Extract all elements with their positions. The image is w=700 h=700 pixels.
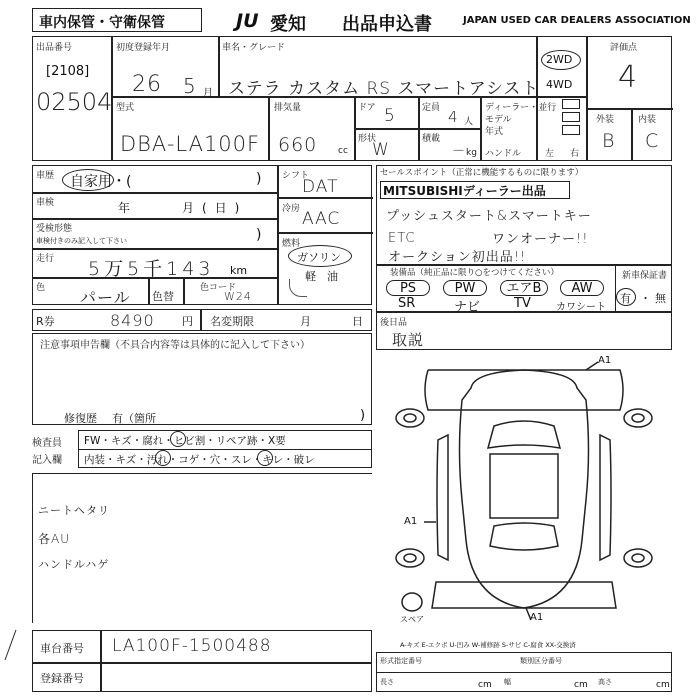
chassis-value: LA100F-1500488 bbox=[112, 636, 272, 656]
inspector-mark-3 bbox=[257, 450, 273, 466]
shape-value: W bbox=[372, 140, 390, 160]
dims-label-2c: 高さ bbox=[598, 678, 612, 686]
later-value: 取説 bbox=[392, 331, 425, 349]
association-name: JAPAN USED CAR DEALERS ASSOCIATION bbox=[463, 15, 691, 26]
selling-point-1: プッシュスタート&スマートキー bbox=[386, 209, 592, 224]
capacity-unit: 人 bbox=[464, 117, 474, 127]
history-value: 自家用・( bbox=[70, 174, 132, 190]
name-change-month: 月 bbox=[300, 315, 311, 328]
equip-tv: TV bbox=[514, 296, 531, 311]
inspector-mark-2 bbox=[155, 450, 171, 466]
storage-label: 車内保管・守衛保管 bbox=[39, 15, 165, 31]
recycle-value: 8490 bbox=[110, 311, 155, 330]
equip-airbag bbox=[500, 280, 548, 296]
fuel-diesel: 軽 油 bbox=[305, 270, 338, 283]
diagram-mark-rear: A1 bbox=[530, 612, 544, 623]
storage-label-box bbox=[32, 8, 202, 32]
brand-logo bbox=[236, 10, 259, 32]
note-1: ニートヘタリ bbox=[38, 504, 110, 517]
lot-number-label: 出品番号 bbox=[36, 43, 73, 53]
color-label: 色 bbox=[36, 283, 46, 293]
dealer-box-3 bbox=[562, 125, 580, 135]
mileage-value: 5万5千143 bbox=[88, 258, 215, 280]
dims-label-2b: 幅 bbox=[504, 678, 511, 686]
score-ext-label: 外装 bbox=[596, 115, 615, 125]
later-label: 後日品 bbox=[380, 318, 408, 328]
displacement-label: 排気量 bbox=[274, 103, 302, 113]
car-name-label: 車名・グレード bbox=[222, 43, 286, 53]
inspector-row-2: 内装・キズ・汚れ・コゲ・穴・スレ・キレ・破レ bbox=[84, 454, 315, 466]
score-label: 評価点 bbox=[610, 43, 638, 53]
equip-seat: カワシート bbox=[556, 302, 606, 313]
corner-tick bbox=[5, 630, 30, 660]
drive-4wd: 4WD bbox=[546, 78, 573, 91]
displacement-unit: cc bbox=[338, 146, 348, 156]
registration-label: 初度登録年月 bbox=[116, 43, 171, 53]
car-diagram bbox=[376, 350, 672, 640]
repair-label: 修復歴 bbox=[64, 412, 97, 425]
brand-mark: JU bbox=[236, 10, 259, 32]
reg-number-label: 登録番号 bbox=[40, 672, 84, 685]
dealer-box-1 bbox=[562, 99, 580, 109]
lot-code: [2108] bbox=[46, 64, 90, 79]
handle-left: 左 bbox=[545, 149, 555, 159]
year-label: 年式 bbox=[485, 127, 504, 137]
drive-2wd: 2WD bbox=[546, 53, 573, 66]
shift-value: DAT bbox=[302, 177, 339, 197]
handle-label: ハンドル bbox=[485, 149, 522, 159]
handle-right: 右 bbox=[570, 149, 580, 159]
mileage-unit: km bbox=[230, 264, 248, 277]
model-label: 型式 bbox=[116, 103, 135, 113]
warranty-label: 新車保証書 bbox=[622, 271, 668, 281]
inspector-row-1: FW・キズ・腐れ・ヒビ割・リペア跡・X要 bbox=[84, 435, 286, 447]
inspection-label: 車検 bbox=[36, 198, 55, 208]
region-title: 愛知 bbox=[270, 14, 306, 35]
model-value: DBA-LA100F bbox=[120, 132, 261, 156]
shape-label: 形状 bbox=[358, 134, 377, 144]
chassis-label: 車台番号 bbox=[40, 642, 84, 655]
name-change-day: 日 bbox=[352, 315, 363, 328]
displacement-value: 660 bbox=[278, 134, 318, 156]
fuel-gas: ガソリン bbox=[297, 251, 341, 264]
dims-label-1b: 類別区分番号 bbox=[520, 657, 562, 665]
shift-label: シフト bbox=[282, 171, 310, 181]
warranty-sep: ・ bbox=[640, 292, 651, 305]
load-label: 積載 bbox=[422, 134, 441, 144]
receive-close: ) bbox=[256, 227, 262, 243]
capacity-value: 4 bbox=[448, 108, 459, 126]
receive-note: 車検付きのみ記入して下さい bbox=[36, 237, 127, 245]
color-value: パール bbox=[80, 288, 131, 307]
dims-label-1: 形式指定番号 bbox=[380, 657, 422, 665]
equip-ps-label: PS bbox=[399, 281, 417, 296]
color-code-value: W24 bbox=[224, 290, 252, 303]
history-label: 車歴 bbox=[36, 171, 55, 181]
equip-sr: SR bbox=[398, 296, 416, 311]
fuel-label: 燃料 bbox=[282, 239, 301, 249]
selling-point-2: ETC bbox=[388, 231, 416, 246]
registration-year: 26 bbox=[132, 72, 162, 97]
repair-value: 有（箇所 bbox=[112, 412, 156, 425]
selling-point-4: オークション初出品!! bbox=[388, 250, 527, 265]
cooler-value: AAC bbox=[302, 209, 341, 229]
dims-unit-1: cm bbox=[478, 680, 492, 690]
cooler-label: 冷房 bbox=[282, 204, 301, 214]
recycle-block bbox=[32, 309, 372, 331]
dims-label-2: 長さ bbox=[380, 678, 394, 686]
name-change-label: 名変期限 bbox=[210, 315, 254, 328]
equip-pw bbox=[443, 280, 487, 296]
diagram-mark-side: A1 bbox=[404, 516, 418, 527]
receive-label: 受検形態 bbox=[36, 224, 73, 234]
model-year-label: モデル bbox=[485, 115, 512, 125]
repair-close: ) bbox=[360, 408, 366, 423]
car-name-value: ステラ カスタム RS スマートアシスト bbox=[228, 79, 540, 99]
capacity-label: 定員 bbox=[422, 103, 441, 113]
equip-pw-label: PW bbox=[454, 281, 476, 296]
warranty-no: 無 bbox=[655, 292, 666, 305]
inspection-year: 年 bbox=[118, 201, 131, 215]
load-unit: kg bbox=[466, 148, 477, 158]
score-ext-value: B bbox=[602, 130, 616, 152]
warranty-yes: 有 bbox=[620, 292, 631, 305]
dims-unit-2: cm bbox=[574, 680, 588, 690]
dealer-car: MITSUBISHIディーラー出品 bbox=[383, 184, 546, 198]
equipment-label: 装備品（純正品に限り○をつけてください） bbox=[390, 268, 559, 278]
note-3: ハンドルハゲ bbox=[38, 558, 110, 571]
doors-value: 5 bbox=[384, 106, 396, 126]
recycle-label: R券 bbox=[36, 315, 55, 328]
note-2: 各AU bbox=[38, 532, 70, 546]
dealer-label: ディーラー・並行 bbox=[485, 103, 557, 113]
equip-airbag-label: エアB bbox=[506, 281, 542, 296]
lot-number: 02504 bbox=[36, 88, 113, 116]
mileage-label: 走行 bbox=[36, 254, 55, 264]
equip-aw-label: AW bbox=[571, 281, 593, 296]
notes-label: 注意事項申告欄（不具合内容等は具体的に記入して下さい） bbox=[40, 340, 310, 351]
doors-label: ドア bbox=[358, 103, 376, 113]
inspector-mark-1 bbox=[170, 431, 186, 447]
score-int-value: C bbox=[645, 130, 660, 152]
registration-month-unit: 月 bbox=[203, 88, 213, 99]
selling-points-label: セールスポイント（正常に機能するものに限ります） bbox=[380, 168, 584, 178]
history-close: ) bbox=[256, 171, 262, 187]
equip-navi: ナビ bbox=[454, 300, 481, 315]
inspector-label-2: 記入欄 bbox=[32, 455, 62, 466]
form-title: 出品申込書 bbox=[342, 14, 432, 35]
equip-ps bbox=[386, 280, 430, 296]
recycle-unit: 円 bbox=[182, 315, 193, 328]
dealer-box-2 bbox=[562, 112, 580, 122]
inspection-month: 月(日) bbox=[182, 201, 248, 215]
load-value: － bbox=[452, 144, 467, 159]
registration-month: 5 bbox=[183, 74, 197, 98]
damage-legend: A-キズ E-エクボ U-凹み W-補修跡 S-サビ C-腐食 XX-交換済 bbox=[400, 641, 576, 649]
spare-label: スペア bbox=[400, 615, 424, 624]
inspector-label: 検査員 bbox=[32, 438, 62, 449]
score-value: 4 bbox=[618, 60, 639, 95]
dims-unit-3: cm bbox=[656, 680, 670, 690]
equip-aw bbox=[560, 280, 604, 296]
selling-point-3: ワンオーナー!! bbox=[492, 232, 589, 247]
diagram-mark-front: A1 bbox=[598, 355, 612, 366]
free-notes-area bbox=[32, 473, 372, 623]
color-code-label: 色コード bbox=[200, 283, 237, 293]
score-int-label: 内装 bbox=[638, 115, 657, 125]
color-change-label: 色替 bbox=[152, 290, 174, 303]
